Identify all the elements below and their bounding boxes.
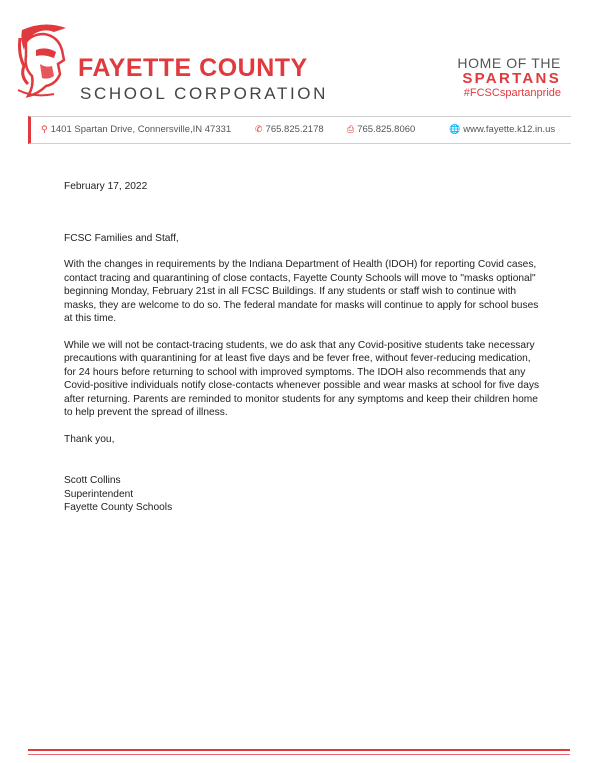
tagline (457, 56, 561, 99)
tagline-home: HOME OF THE (457, 55, 561, 71)
address-item (41, 125, 231, 135)
hashtag: #FCSCspartanpride (463, 87, 561, 99)
letter-date: February 17, 2022 (64, 181, 148, 192)
footer-rule (28, 749, 570, 751)
letter-closing: Thank you, (64, 433, 115, 445)
letter-greeting: FCSC Families and Staff, (64, 232, 179, 244)
letter-paragraph: With the changes in requirements by the Indiana Department of Health (IDOH) for reporting Covid cases, contact tracing and quarantining of close contacts, Fayette County Schools will move to "masks optional" beginning Monday, February 21st in all FCSC Buildings. If any students or staff wish to continue with masks, they are welcome to do so. The federal mandate for masks will continue to apply for school buses at this time. (64, 259, 539, 324)
contact-bar (28, 116, 571, 144)
spartan-helmet-logo (14, 20, 76, 100)
fax-item (347, 125, 415, 135)
letter-paragraph: While we will not be contact-tracing students, we do ask that any Covid-positive students take necessary precautions with quarantining for at least five days and be fever free, without fever-reducing medication, for 24 hours before returning to school with improved symptoms. The IDOH also recommends that any Covid-positive individuals notify close-contacts whenever possible and wear masks at school for five days after returning. Parents are reminded to monitor students for any symptoms and keep their children home to help prevent the spread of illness. (64, 339, 540, 418)
signer-org: Fayette County Schools (64, 502, 173, 513)
letter-body (64, 180, 544, 515)
signer-name: Scott Collins (64, 475, 121, 486)
location-pin-icon: ⚲ (41, 124, 48, 134)
website-item[interactable] (449, 125, 555, 135)
org-subtitle: SCHOOL CORPORATION (80, 84, 328, 103)
phone-icon: ✆ (255, 124, 263, 134)
phone-text: 765.825.2178 (265, 124, 324, 135)
tagline-spartans: SPARTANS (462, 70, 561, 87)
website-link[interactable]: www.fayette.k12.in.us (463, 124, 556, 135)
address-text: 1401 Spartan Drive, Connersville,IN 47331 (50, 124, 232, 135)
fax-icon: ⎙ (347, 124, 355, 134)
org-name: FAYETTE COUNTY (78, 54, 308, 82)
footer-rule-thin (28, 754, 570, 755)
signer-title: Superintendent (64, 488, 134, 500)
globe-icon: 🌐 (449, 124, 461, 134)
phone-item (255, 125, 324, 135)
fax-text: 765.825.8060 (357, 124, 416, 135)
